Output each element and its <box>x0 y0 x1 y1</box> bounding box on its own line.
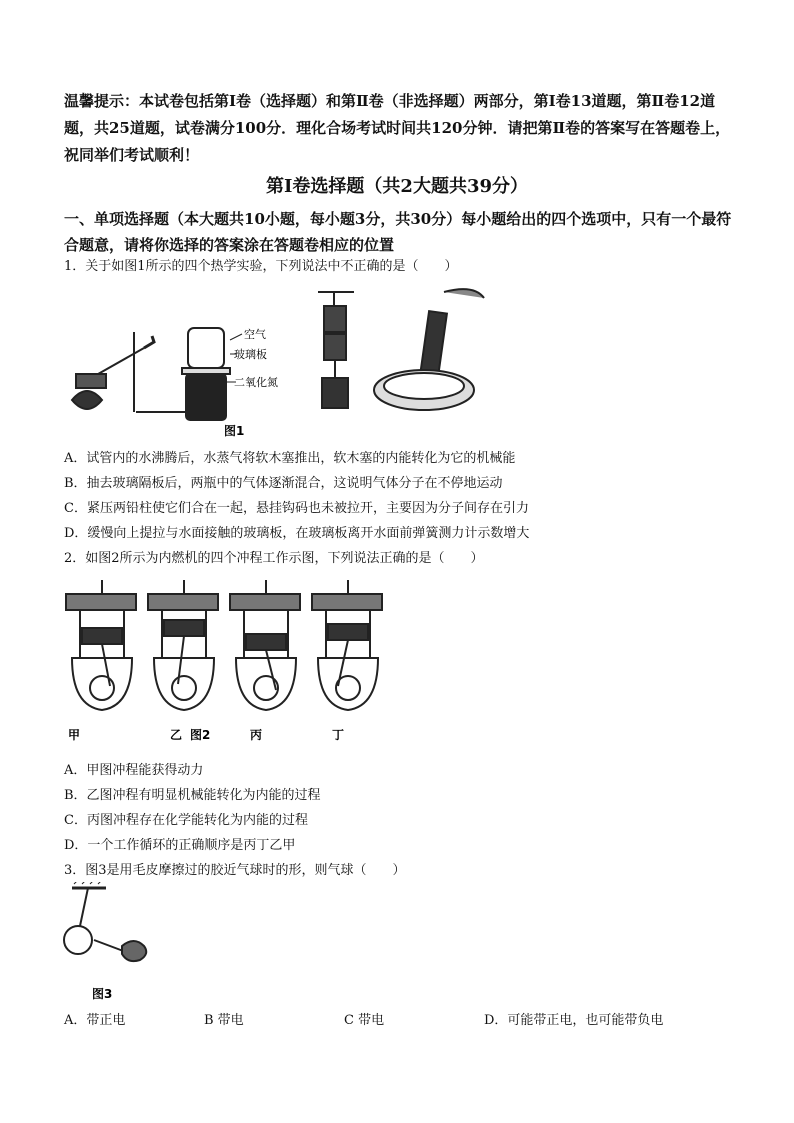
question-3-option-a: A．带正电 <box>64 1013 126 1028</box>
question-1-option-a: A．试管内的水沸腾后，水蒸气将软木塞推出，软木塞的内能转化为它的机械能 <box>64 451 516 466</box>
question-1-option-d: D．缓慢向上提拉与水面接触的玻璃板，在玻璃板离开水面前弹簧测力计示数增大 <box>64 526 530 541</box>
label-yi: 乙 <box>170 728 183 742</box>
label-jia: 甲 <box>68 728 81 742</box>
balloon <box>64 926 92 954</box>
question-2-option-a: A．甲图冲程能获得动力 <box>64 763 204 778</box>
question-1-option-b: B．抽去玻璃隔板后，两瓶中的气体逐渐混合，这说明气体分子在不停地运动 <box>64 476 503 491</box>
engine-stroke-yi <box>148 580 218 710</box>
exam-notice: 温馨提示：本试卷包括第Ⅰ卷（选择题）和第Ⅱ卷（非选择题）两部分，第Ⅰ卷13道题，第Ⅱ卷12道题，共25道题，试卷满分100分．理化合场考试时间共120分钟．请把第Ⅱ卷的答案写在答题卷上，祝同举们考试顺利！ <box>64 92 731 164</box>
question-3-option-d: D．可能带正电，也可能带负电 <box>484 1013 664 1028</box>
section-heading: 一、单项选择题（本大题共10小题，每小题3分，共30分）每小题给出的四个选项中，只有一个最符合题意，请将你选择的答案涂在答题卷相应的位置 <box>64 210 732 254</box>
part-title: 第Ⅰ卷选择题（共2大题共39分） <box>266 176 528 197</box>
figure-3 <box>60 882 170 1002</box>
figure-2-caption: 图2 <box>190 728 211 742</box>
figure-1-caption: 图1 <box>224 424 245 438</box>
figure-1 <box>64 282 504 442</box>
gas-bottles <box>182 328 242 420</box>
label-ding: 丁 <box>332 728 345 742</box>
lead-cylinders <box>318 292 354 408</box>
question-2-option-b: B．乙图冲程有明显机械能转化为内能的过程 <box>64 788 321 803</box>
question-3-option-c: C 带电 <box>344 1013 385 1028</box>
question-1-option-c: C．紧压两铅柱使它们合在一起，悬挂钩码也未被拉开，主要因为分子间存在引力 <box>64 501 529 516</box>
engine-stroke-jia <box>66 580 136 710</box>
question-2-option-c: C．丙图冲程存在化学能转化为内能的过程 <box>64 813 308 828</box>
engine-stroke-bing <box>230 580 300 710</box>
spring-scale-dish <box>374 289 484 410</box>
figure-2 <box>62 576 392 746</box>
label-glass-plate: 玻璃板 <box>234 348 267 361</box>
question-2-stem: 2．如图2所示为内燃机的四个冲程工作示图，下列说法正确的是（ ） <box>64 551 484 566</box>
label-bing: 丙 <box>250 728 263 742</box>
question-3-stem: 3．图3是用毛皮摩擦过的胶近气球时的形，则气球（ ） <box>64 863 406 878</box>
test-tube-apparatus <box>72 332 190 412</box>
figure-3-caption: 图3 <box>92 987 113 1001</box>
label-air: 空气 <box>244 328 266 341</box>
question-1-stem: 1．关于如图1所示的四个热学实验，下列说法中不正确的是（ ） <box>64 259 458 274</box>
engine-stroke-ding <box>312 580 382 710</box>
label-no2: 二氧化氮 <box>234 376 278 389</box>
hand-with-rod <box>122 941 146 961</box>
question-2-option-d: D．一个工作循环的正确顺序是丙丁乙甲 <box>64 838 296 853</box>
question-3-option-b: B 带电 <box>204 1013 244 1028</box>
